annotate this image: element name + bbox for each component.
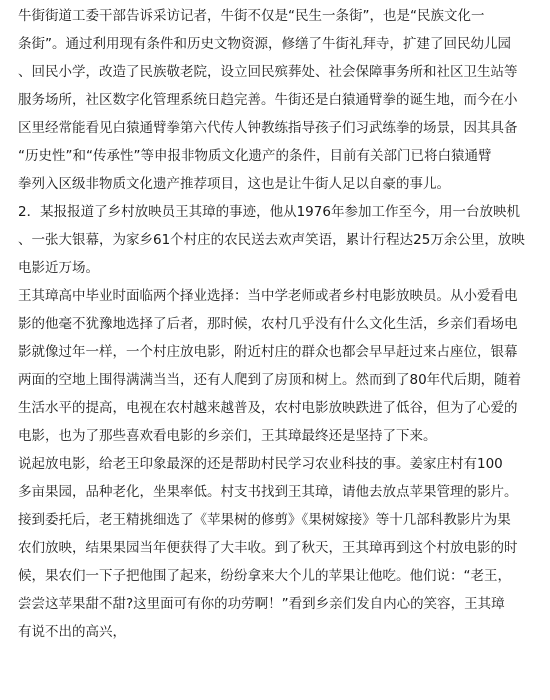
text-line: 拳列入区级非物质文化遗产推荐项目，这也是让牛街人足以自豪的事儿。 <box>18 176 450 192</box>
text-line: 电影，也为了那些喜欢看电影的乡亲们，王其璋最终还是坚持了下来。 <box>18 428 437 444</box>
text-line: 条街”。通过利用现有条件和历史文物资源，修缮了牛街礼拜寺，扩建了回民幼儿园 <box>18 36 511 52</box>
text-line: 生活水平的提高，电视在农村越来越普及，农村电影放映跌进了低谷，但为了心爱的 <box>18 400 518 416</box>
text-line: 有说不出的高兴， <box>18 624 126 640</box>
text-line: “历史性”和“传承性”等申报非物质文化遗产的条件，目前有关部门已将白猿通臂 <box>18 148 492 164</box>
text-line: 两面的空地上围得满满当当，还有人爬到了房顶和树上。然而到了80年代后期，随着 <box>18 372 522 388</box>
paragraph-niujie-street <box>18 2 536 198</box>
text-line: 影就像过年一样，一个村庄放电影，附近村庄的群众也都会早早赶过来占座位，银幕 <box>18 344 518 360</box>
text-line: 多亩果园，品种老化，坐果率低。村支书找到王其璋，请他去放点苹果管理的影片。 <box>18 484 518 500</box>
text-line: 农们放映，结果果园当年便获得了大丰收。到了秋天，王其璋再到这个村放电影的时 <box>18 540 518 556</box>
text-line: 电影近万场。 <box>18 260 99 276</box>
text-line: 尝尝这苹果甜不甜?这里面可有你的功劳啊！”看到乡亲们发自内心的笑容，王其璋 <box>18 596 505 612</box>
text-line: 牛街街道工委干部告诉采访记者，牛街不仅是“民生一条街”，也是“民族文化一 <box>18 8 485 24</box>
paragraph-item-2-projectionist <box>18 198 536 282</box>
text-line: 服务场所，社区数字化管理系统日趋完善。牛街还是白猿通臂拳的诞生地，而今在小 <box>18 92 518 108</box>
paragraph-orchard-story <box>18 450 536 646</box>
text-line: 王其璋高中毕业时面临两个择业选择：当中学老师或者乡村电影放映员。从小爱看电 <box>18 288 518 304</box>
text-line: 候，果农们一下子把他围了起来，纷纷拿来大个儿的苹果让他吃。他们说：“老王， <box>18 568 511 584</box>
text-line: 、一张大银幕，为家乡61个村庄的农民送去欢声笑语，累计行程达25万余公里，放映 <box>18 232 525 248</box>
text-line: 影的他毫不犹豫地选择了后者，那时候，农村几乎没有什么文化生活，乡亲们看场电 <box>18 316 518 332</box>
text-line: 接到委托后，老王精挑细选了《苹果树的修剪》《果树嫁接》等十几部科教影片为果 <box>18 512 511 528</box>
paragraph-career-choice <box>18 282 536 450</box>
text-line: 说起放电影，给老王印象最深的还是帮助村民学习农业科技的事。姜家庄村有100 <box>18 456 503 472</box>
text-line: 区里经常能看见白猿通臂拳第六代传人钟教练指导孩子们习武练拳的场景，因其具备 <box>18 120 518 136</box>
text-line: 2．某报报道了乡村放映员王其璋的事迹，他从1976年参加工作至今，用一台放映机 <box>18 204 520 220</box>
text-line: 、回民小学，改造了民族敬老院，设立回民殡葬处、社会保障事务所和社区卫生站等 <box>18 64 518 80</box>
